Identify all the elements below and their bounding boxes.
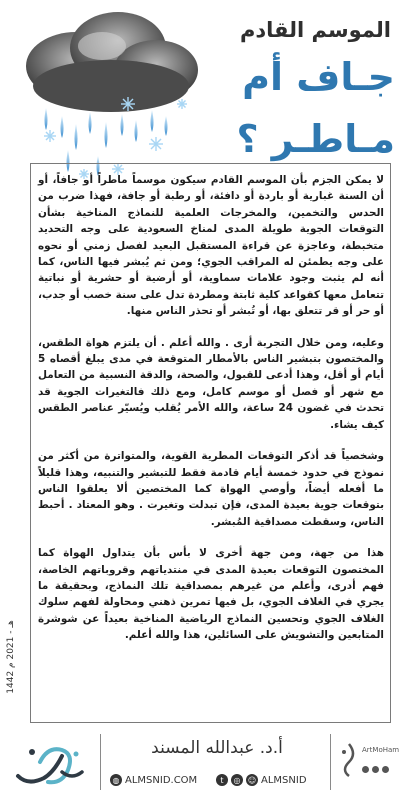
page-title-line-1: جـاف أم xyxy=(242,55,395,99)
article-paragraph: وشخصياً قد أذكر التوقعات المطرية القوية، والمتواترة من أكثر من نموذج في حدود خمسة أيام قادمة فقط للتبشير والتنبيه، وهذا قليلاً ما أفعله أيضاً، وأوصي الهواة كما المختصين ألا يعلقوا الناس بتوقعات جوية بعيدة المدى، فإن تبدلت وتغيرت . وهو المعتاد . أحبط الناس، وسقطت مصداقية المُبشر. xyxy=(38,450,384,528)
article-body xyxy=(38,172,384,659)
almisnid-calligraphy-logo xyxy=(10,732,88,794)
author-name: أ.د. عبدالله المسند xyxy=(151,738,283,758)
side-date xyxy=(4,600,18,720)
social-dot-icon xyxy=(372,766,379,773)
snapchat-icon: ☺ xyxy=(247,775,257,785)
article-paragraph: وعليه، ومن خلال التجربة أرى . والله أعلم . أن يلتزم هواة الطقس، والمختصون بتبشير الناس بالأمطار المتوقعة في مدى يبلغ أقصاه 5 أيام أو أقل، وهذا أدعى للقبول، والصحة، والدقة النسبية من التعامل مع شهر أو فصل أو موسم كامل، ومع ذلك فالتغيرات الجوية قد تحدث في غضون 24 ساعة، والله الأمر يُقلب ويُسيّر عناصر الطقس كيف يشاء. xyxy=(38,336,384,431)
website-text: ALMSNID.COM xyxy=(125,774,198,786)
page-title-line-2: مـاطـر ؟ xyxy=(236,117,395,161)
brand-social-icons xyxy=(362,758,402,768)
globe-icon: ◍ xyxy=(110,774,122,786)
twitter-icon: t xyxy=(216,774,228,786)
header-kicker: الموسم القادم xyxy=(239,18,391,42)
brand-name: ArtMoHam xyxy=(362,746,400,754)
instagram-icon: ◎ xyxy=(231,774,243,786)
social-handle-link[interactable] xyxy=(216,772,307,788)
artmoham-logo-icon xyxy=(338,742,360,778)
social-links xyxy=(110,772,324,788)
website-link[interactable] xyxy=(110,772,197,788)
side-date-text: 1442 هـ - 2021 م xyxy=(6,620,16,694)
article-paragraph: هذا من جهة، ومن جهة أخرى لا بأس بأن يتداول الهواة كما المختصون التوقعات بعيدة المدى في منتدياتهم وقروباتهم الخاصة، فهم أدرى، وأعلم من غيرهم بمصداقية تلك النماذج، وبحقيقة ما يجري في الغلاف الجوي، بل فيها تمرين ذهني ومحاولة لفهم سلوك الغلاف الجوي وتحسين النماذج الرياضية المناخية بعيداً عن شوشرة المتابعين والتشويش على السائلين، هذا والله أعلم. xyxy=(38,547,384,642)
artmoham-brand xyxy=(338,732,408,794)
social-dot-icon xyxy=(382,766,389,773)
footer-divider xyxy=(100,734,101,790)
footer xyxy=(0,726,413,800)
article-paragraph: لا يمكن الجزم بأن الموسم القادم سيكون موسماً ماطراً أو جافاً، أو أن السنة غبارية أو باردة أو دافئة، أو رطبة أو جافة، فهذا ضرب من الحدس والتخمين، والمخرجات العلمية للنماذج المناخية بشأن التوقعات الجوية طويلة المدى لمناخ السعودية على وجه التحديد متخبطة، وعاجزة عن قراءة المستقبل البعيد لفصل زمني أو نحوه على وجه يطمئن له المراقب الجوي؛ ومن ثم يُبشر فيها الناس، كما أنه لم يثبت وجود علامات سماوية، أو أرضية أو حشرية أو نباتية تتعامل معها كقواعد كلية ثابتة ومطردة تدل على سنة خصب أو جدب، أو حر أو قر تتعلق بها، أو تُبشر أو تحذر الناس منها. xyxy=(38,174,384,318)
social-dot-icon xyxy=(362,766,369,773)
handle-text: ALMSNID xyxy=(261,774,307,786)
footer-divider xyxy=(330,734,331,790)
